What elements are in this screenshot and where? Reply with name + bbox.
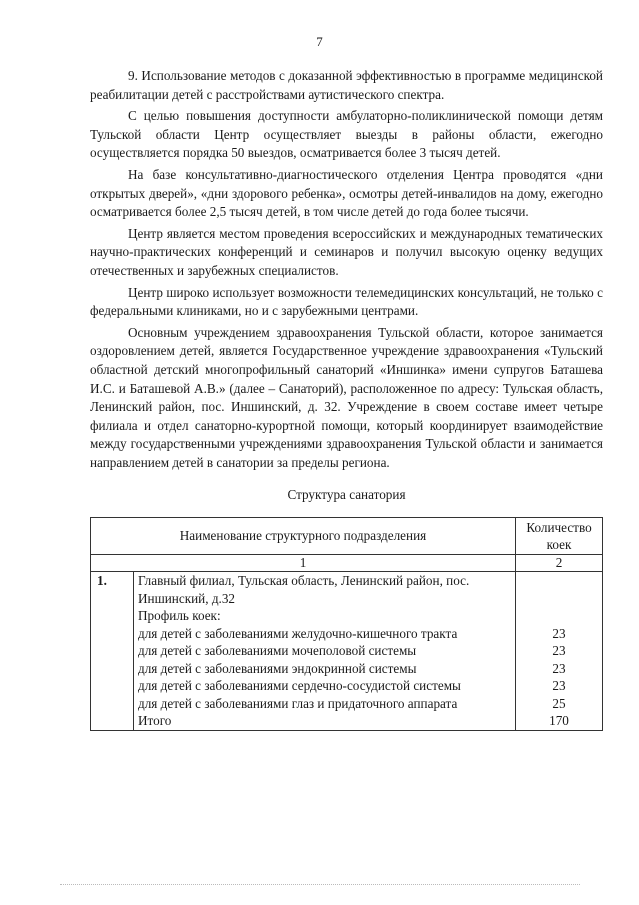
paragraph-6: Основным учреждением здравоохранения Тульской области, которое занимается оздоровлением детей, является Государственное учреждение здравоохранения «Тульский областной детский многопрофильный санаторий «Иншинка» имени супругов Баташева И.С. и Баташевой А.В.» (далее – Санаторий), расположенное по адресу: Тульская область, Ленинский район, пос. Иншинский, д. 32. Учреждение в своем составе имеет четыре филиала и отдел санаторно-курортной помощи, который координирует взаимодействие между государственными учреждениями здравоохранения Тульской области и занимается направлением детей в санатории за пределы региона. — [90, 324, 603, 470]
profile-name: для детей с заболеваниями глаз и придаточного аппарата — [138, 695, 458, 711]
bed-count: 23 — [552, 643, 566, 659]
paragraph-1: 9. Использование методов с доказанной эффективностью в программе медицинской реабилитации детей с расстройствами аутистического спектра. — [90, 68, 603, 102]
paragraph-3: На базе консультативно-диагностического отделения Центра проводятся «дни открытых дверей», «дни здорового ребенка», осмотры детей-инвалидов на дому, ежегодно осматривается более 2,5 тысяч детей, в том числе детей до года более тысячи. — [90, 166, 603, 220]
bed-count: 23 — [552, 678, 566, 694]
profile-name: для детей с заболеваниями эндокринной системы — [138, 660, 417, 676]
paragraph-4: Центр является местом проведения всероссийских и международных тематических научно-практических конференций и семинаров и получил высокую оценку ведущих отечественных и зарубежных специалистов. — [90, 225, 603, 278]
table-index-row — [91, 555, 603, 572]
header-subdivision-name: Наименование структурного подразделения — [91, 518, 516, 555]
bed-count: 25 — [552, 695, 566, 711]
total-bed-count: 170 — [549, 713, 569, 729]
index-col-1: 1 — [91, 555, 516, 572]
sanatorium-structure-table — [90, 517, 603, 731]
row-number: 1. — [91, 572, 134, 731]
page-footer-divider — [60, 884, 580, 887]
table-row — [91, 572, 603, 731]
paragraph-5: Центр широко использует возможности телемедицинских консультаций, не только с федеральными клиниками, но и с зарубежными центрами. — [90, 284, 603, 319]
branch-title: Главный филиал, Тульская область, Ленинский район, пос. Иншинский, д.32 — [138, 573, 470, 606]
table-title: Структура санатория — [287, 487, 406, 503]
profile-name: для детей с заболеваниями мочеполовой системы — [138, 643, 417, 659]
document-body — [90, 67, 603, 731]
profile-name: для детей с заболеваниями сердечно-сосудистой системы — [138, 678, 461, 694]
row-description — [134, 572, 516, 731]
total-label: Итого — [138, 713, 172, 729]
bed-count: 23 — [552, 625, 566, 641]
row-bed-counts — [516, 572, 603, 731]
table-header-row — [91, 518, 603, 555]
header-bed-count: Количество коек — [516, 518, 603, 555]
index-col-2: 2 — [516, 555, 603, 572]
bed-count: 23 — [552, 660, 566, 676]
profile-name: для детей с заболеваниями желудочно-кишечного тракта — [138, 625, 458, 641]
page-number: 7 — [316, 34, 323, 49]
profile-label: Профиль коек: — [138, 608, 221, 624]
paragraph-2: С целью повышения доступности амбулаторно-поликлинической помощи детям Тульской области Центр осуществляет выезды в районы области, ежегодно осуществляется порядка 50 выездов, осматривается более 3 тысяч детей. — [90, 108, 603, 161]
